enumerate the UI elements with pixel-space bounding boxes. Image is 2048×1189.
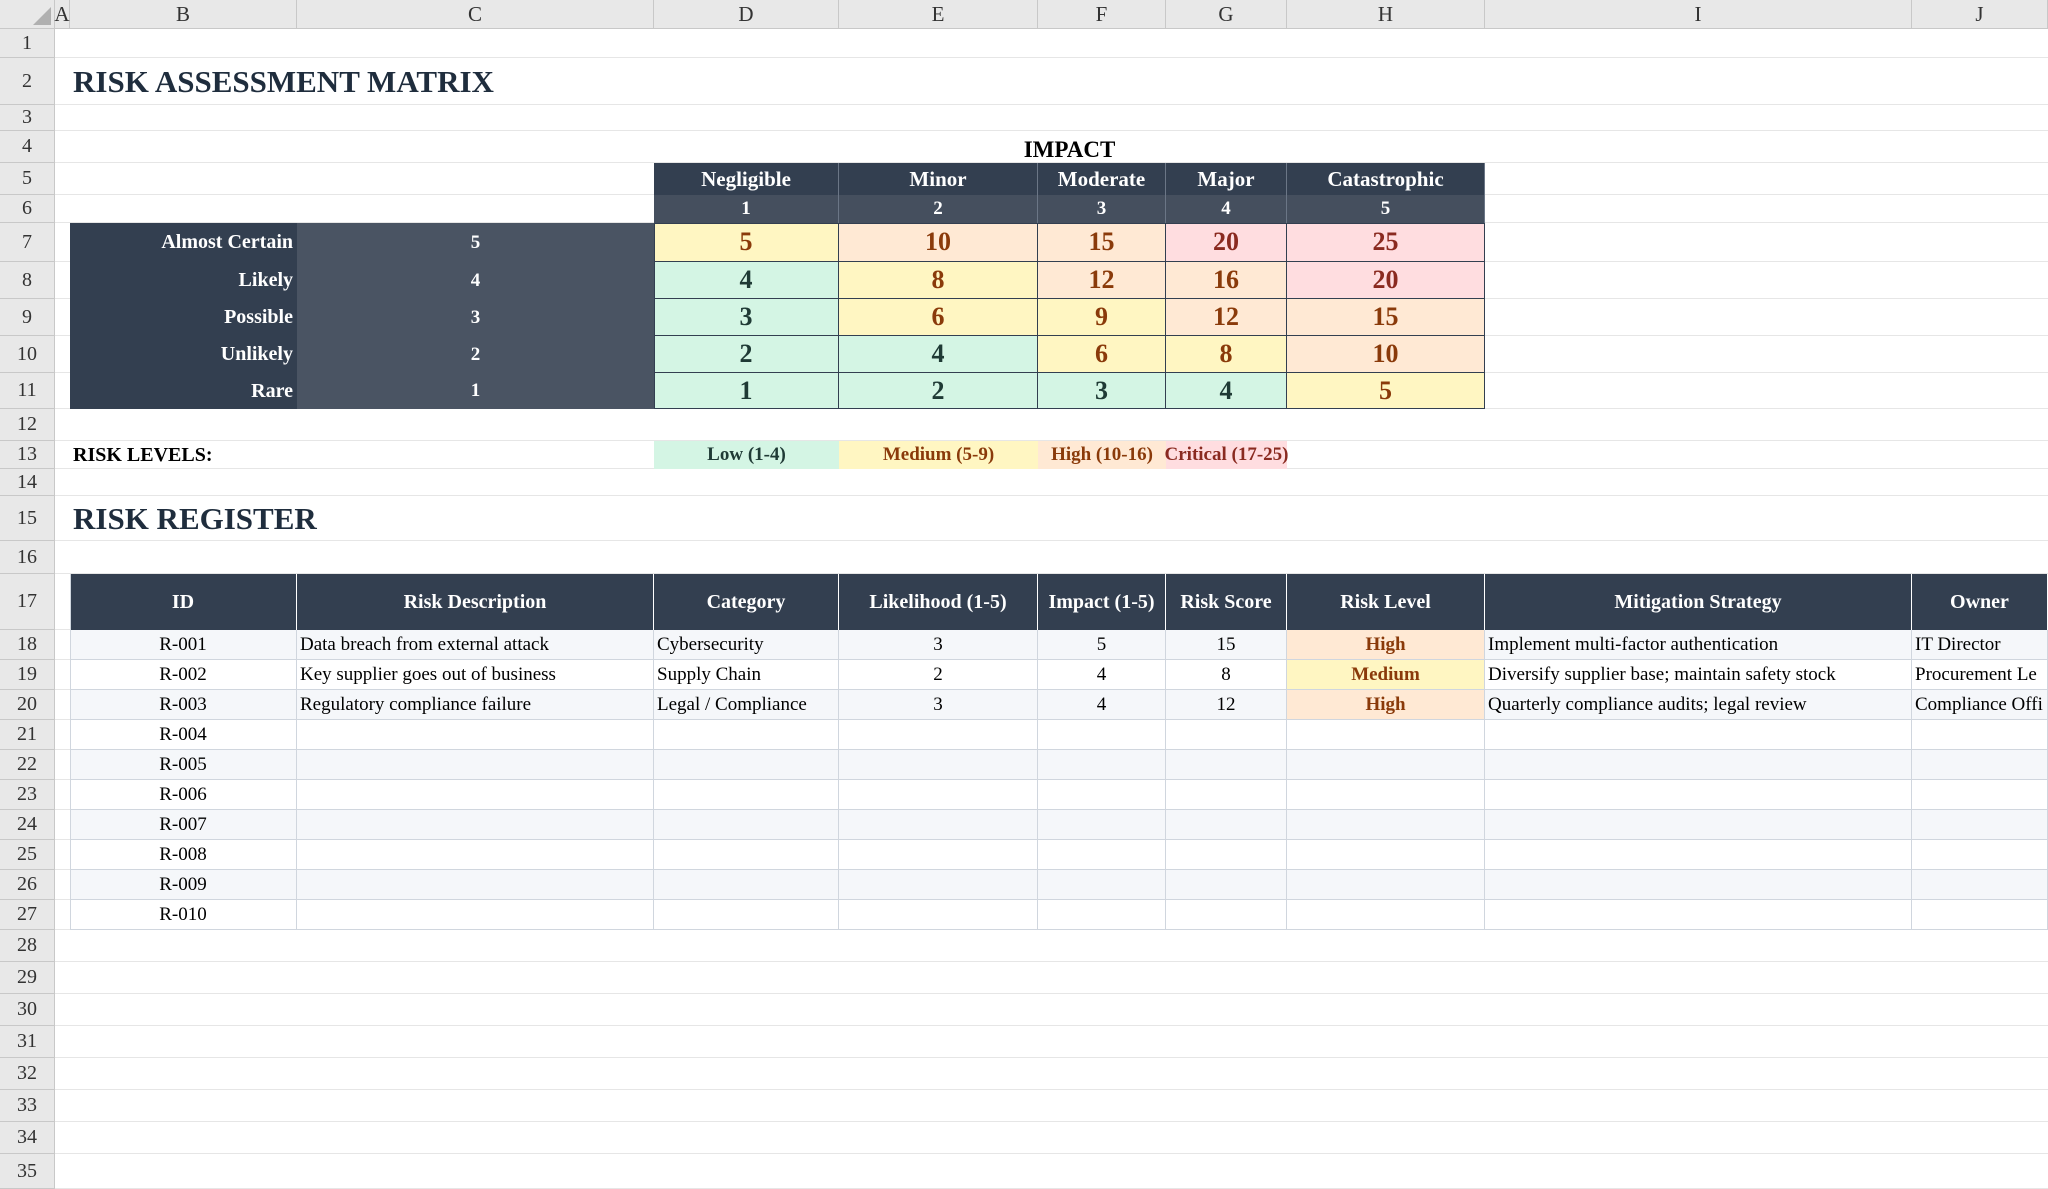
register-header-impact-1-5[interactable]: Impact (1-5) [1038,574,1166,630]
register-cell-mit[interactable] [1485,900,1912,930]
row-header-14[interactable]: 14 [0,469,55,496]
register-cell-score[interactable] [1166,900,1287,930]
register-cell-cat[interactable] [654,900,839,930]
register-header-risk-score[interactable]: Risk Score [1166,574,1287,630]
register-left-border [70,574,71,930]
register-cell-desc[interactable]: Data breach from external attack [297,630,654,660]
legend-critical: Critical (17-25) [1166,441,1287,469]
register-cell-lik[interactable] [839,840,1038,870]
impact-value-4: 4 [1166,195,1287,223]
register-cell-imp[interactable]: 4 [1038,690,1166,720]
register-cell-mit[interactable]: Quarterly compliance audits; legal review [1485,690,1912,720]
grid-row-line [55,1121,2048,1122]
likelihood-value-5: 5 [297,223,654,262]
register-header-risk-level[interactable]: Risk Level [1287,574,1485,630]
register-header-owner[interactable]: Owner [1912,574,2048,630]
register-cell-lik[interactable]: 3 [839,690,1038,720]
register-cell-lik[interactable]: 3 [839,630,1038,660]
register-cell-cat[interactable] [654,810,839,840]
row-header-18[interactable]: 18 [0,630,55,660]
likelihood-value-3: 3 [297,299,654,336]
register-cell-level[interactable] [1287,900,1485,930]
row-header-32[interactable]: 32 [0,1058,55,1090]
register-cell-owner[interactable]: Compliance Offi [1912,690,2048,720]
likelihood-value-2: 2 [297,336,654,373]
legend-medium: Medium (5-9) [839,441,1038,469]
matrix-score-cell[interactable]: 25 [1287,223,1485,262]
register-cell-mit[interactable] [1485,870,1912,900]
matrix-score-cell[interactable]: 12 [1038,262,1166,299]
register-cell-score[interactable] [1166,780,1287,810]
matrix-score-cell[interactable]: 20 [1287,262,1485,299]
register-cell-mit[interactable] [1485,720,1912,750]
row-header-30[interactable]: 30 [0,994,55,1026]
register-cell-score[interactable]: 15 [1166,630,1287,660]
row-header-20[interactable]: 20 [0,690,55,720]
register-cell-mit[interactable] [1485,750,1912,780]
row-header-2[interactable]: 2 [0,58,55,105]
register-cell-desc[interactable] [297,900,654,930]
register-cell-imp[interactable]: 5 [1038,630,1166,660]
register-cell-desc[interactable] [297,750,654,780]
register-cell-level[interactable] [1287,870,1485,900]
register-cell-id[interactable]: R-010 [70,900,297,930]
register-cell-imp[interactable] [1038,900,1166,930]
likelihood-label-almost-certain: Almost Certain [70,223,297,262]
row-header-8[interactable]: 8 [0,262,55,299]
register-cell-cat[interactable] [654,870,839,900]
column-header-a[interactable]: A [55,0,70,29]
column-header-d[interactable]: D [654,0,839,29]
register-cell-level[interactable]: High [1287,690,1485,720]
register-header-likelihood-1-5[interactable]: Likelihood (1-5) [839,574,1038,630]
register-cell-id[interactable]: R-008 [70,840,297,870]
impact-header-minor: Minor [839,163,1038,195]
register-cell-imp[interactable] [1038,840,1166,870]
register-header-mitigation-strategy[interactable]: Mitigation Strategy [1485,574,1912,630]
register-cell-lik[interactable] [839,720,1038,750]
register-cell-imp[interactable] [1038,750,1166,780]
row-header-9[interactable]: 9 [0,299,55,336]
register-cell-id[interactable]: R-007 [70,810,297,840]
register-cell-cat[interactable] [654,720,839,750]
register-cell-cat[interactable] [654,750,839,780]
row-header-25[interactable]: 25 [0,840,55,870]
register-cell-id[interactable]: R-005 [70,750,297,780]
register-cell-score[interactable] [1166,870,1287,900]
register-header-id[interactable]: ID [70,574,297,630]
column-header-j[interactable]: J [1912,0,2048,29]
register-cell-owner[interactable]: IT Director [1912,630,2048,660]
column-header-i[interactable]: I [1485,0,1912,29]
matrix-score-cell[interactable]: 10 [1287,336,1485,373]
grid-row-line [55,961,2048,962]
row-header-34[interactable]: 34 [0,1122,55,1154]
row-header-26[interactable]: 26 [0,870,55,900]
register-cell-id[interactable]: R-009 [70,870,297,900]
register-cell-imp[interactable] [1038,870,1166,900]
register-header-category[interactable]: Category [654,574,839,630]
likelihood-label-possible: Possible [70,299,297,336]
register-cell-imp[interactable]: 4 [1038,660,1166,690]
register-cell-score[interactable]: 8 [1166,660,1287,690]
row-header-21[interactable]: 21 [0,720,55,750]
row-header-29[interactable]: 29 [0,962,55,994]
matrix-score-cell[interactable]: 20 [1166,223,1287,262]
register-cell-mit[interactable] [1485,810,1912,840]
matrix-score-cell[interactable]: 3 [1038,373,1166,409]
matrix-score-cell[interactable]: 8 [839,262,1038,299]
column-header-c[interactable]: C [297,0,654,29]
row-header-27[interactable]: 27 [0,900,55,930]
register-cell-cat[interactable]: Cybersecurity [654,630,839,660]
impact-value-1: 1 [654,195,839,223]
row-header-11[interactable]: 11 [0,373,55,409]
impact-value-5: 5 [1287,195,1485,223]
impact-header-negligible: Negligible [654,163,839,195]
register-cell-desc[interactable]: Key supplier goes out of business [297,660,654,690]
register-cell-lik[interactable] [839,780,1038,810]
register-cell-imp[interactable] [1038,810,1166,840]
impact-value-2: 2 [839,195,1038,223]
impact-value-3: 3 [1038,195,1166,223]
register-cell-cat[interactable] [654,780,839,810]
column-header-e[interactable]: E [839,0,1038,29]
register-cell-owner[interactable] [1912,720,2048,750]
column-header-h[interactable]: H [1287,0,1485,29]
matrix-score-cell[interactable]: 16 [1166,262,1287,299]
register-cell-level[interactable] [1287,750,1485,780]
register-cell-mit[interactable]: Implement multi-factor authentication [1485,630,1912,660]
register-cell-level[interactable] [1287,840,1485,870]
register-cell-owner[interactable] [1912,870,2048,900]
row-header-6[interactable]: 6 [0,195,55,223]
grid-row-line [55,1089,2048,1090]
register-cell-lik[interactable]: 2 [839,660,1038,690]
register-cell-cat[interactable]: Supply Chain [654,660,839,690]
register-cell-cat[interactable] [654,840,839,870]
likelihood-label-likely: Likely [70,262,297,299]
column-header-f[interactable]: F [1038,0,1166,29]
register-cell-imp[interactable] [1038,720,1166,750]
register-cell-level[interactable] [1287,720,1485,750]
row-header-23[interactable]: 23 [0,780,55,810]
row-header-22[interactable]: 22 [0,750,55,780]
register-cell-mit[interactable]: Diversify supplier base; maintain safety stock [1485,660,1912,690]
row-header-35[interactable]: 35 [0,1154,55,1189]
matrix-score-cell[interactable]: 2 [839,373,1038,409]
register-cell-lik[interactable] [839,870,1038,900]
register-cell-score[interactable] [1166,810,1287,840]
register-cell-id[interactable]: R-003 [70,690,297,720]
register-cell-score[interactable]: 12 [1166,690,1287,720]
row-header-31[interactable]: 31 [0,1026,55,1058]
matrix-title: RISK ASSESSMENT MATRIX [73,63,494,99]
register-cell-id[interactable]: R-004 [70,720,297,750]
grid-row-line [55,993,2048,994]
register-cell-level[interactable] [1287,810,1485,840]
register-cell-owner[interactable] [1912,840,2048,870]
matrix-score-cell[interactable]: 6 [1038,336,1166,373]
matrix-score-cell[interactable]: 4 [1166,373,1287,409]
grid-row-line [55,1153,2048,1154]
register-cell-lik[interactable] [839,750,1038,780]
matrix-score-cell[interactable]: 5 [654,223,839,262]
register-cell-score[interactable] [1166,720,1287,750]
row-header-7[interactable]: 7 [0,223,55,262]
matrix-score-cell[interactable]: 12 [1166,299,1287,336]
register-title: RISK REGISTER [73,500,317,536]
matrix-score-cell[interactable]: 3 [654,299,839,336]
column-header-g[interactable]: G [1166,0,1287,29]
register-cell-owner[interactable] [1912,750,2048,780]
risk-levels-label: RISK LEVELS: [73,443,213,466]
matrix-score-cell[interactable]: 15 [1038,223,1166,262]
legend-high: High (10-16) [1038,441,1166,469]
matrix-score-cell[interactable]: 2 [654,336,839,373]
register-cell-level[interactable]: Medium [1287,660,1485,690]
register-cell-lik[interactable] [839,900,1038,930]
row-header-12[interactable]: 12 [0,409,55,441]
register-cell-desc[interactable] [297,780,654,810]
register-cell-cat[interactable]: Legal / Compliance [654,690,839,720]
likelihood-label-unlikely: Unlikely [70,336,297,373]
row-header-28[interactable]: 28 [0,930,55,962]
register-cell-lik[interactable] [839,810,1038,840]
register-cell-imp[interactable] [1038,780,1166,810]
likelihood-value-1: 1 [297,373,654,409]
corner-triangle-icon [33,7,51,25]
matrix-score-cell[interactable]: 1 [654,373,839,409]
register-cell-id[interactable]: R-006 [70,780,297,810]
likelihood-value-4: 4 [297,262,654,299]
matrix-score-cell[interactable]: 5 [1287,373,1485,409]
impact-header-catastrophic: Catastrophic [1287,163,1485,195]
register-cell-desc[interactable]: Regulatory compliance failure [297,690,654,720]
row-header-17[interactable]: 17 [0,574,55,630]
register-cell-mit[interactable] [1485,780,1912,810]
register-cell-level[interactable] [1287,780,1485,810]
matrix-score-cell[interactable]: 4 [839,336,1038,373]
row-header-33[interactable]: 33 [0,1090,55,1122]
register-cell-id[interactable]: R-002 [70,660,297,690]
register-cell-level[interactable]: High [1287,630,1485,660]
row-header-19[interactable]: 19 [0,660,55,690]
matrix-score-cell[interactable]: 10 [839,223,1038,262]
row-header-15[interactable]: 15 [0,496,55,541]
likelihood-label-rare: Rare [70,373,297,409]
column-header-b[interactable]: B [70,0,297,29]
row-header-10[interactable]: 10 [0,336,55,373]
register-cell-desc[interactable] [297,870,654,900]
matrix-score-cell[interactable]: 9 [1038,299,1166,336]
row-header-3[interactable]: 3 [0,105,55,131]
grid-row-line [55,1025,2048,1026]
matrix-score-cell[interactable]: 4 [654,262,839,299]
row-header-5[interactable]: 5 [0,163,55,195]
impact-axis-label: IMPACT [1023,137,1116,162]
matrix-score-cell[interactable]: 6 [839,299,1038,336]
matrix-score-cell[interactable]: 15 [1287,299,1485,336]
row-header-24[interactable]: 24 [0,810,55,840]
register-cell-score[interactable] [1166,750,1287,780]
matrix-score-cell[interactable]: 8 [1166,336,1287,373]
register-cell-id[interactable]: R-001 [70,630,297,660]
impact-header-major: Major [1166,163,1287,195]
grid-row-line [55,1057,2048,1058]
row-header-1[interactable]: 1 [0,29,55,58]
register-cell-score[interactable] [1166,840,1287,870]
register-cell-owner[interactable] [1912,780,2048,810]
register-cell-owner[interactable] [1912,810,2048,840]
row-header-4[interactable]: 4 [0,131,55,163]
register-cell-owner[interactable] [1912,900,2048,930]
register-header-risk-description[interactable]: Risk Description [297,574,654,630]
row-header-13[interactable]: 13 [0,441,55,469]
impact-header-moderate: Moderate [1038,163,1166,195]
register-cell-desc[interactable] [297,810,654,840]
register-cell-desc[interactable] [297,840,654,870]
register-cell-mit[interactable] [1485,840,1912,870]
register-cell-desc[interactable] [297,720,654,750]
row-header-16[interactable]: 16 [0,541,55,574]
register-cell-owner[interactable]: Procurement Le [1912,660,2048,690]
select-all-corner[interactable] [0,0,55,29]
legend-low: Low (1-4) [654,441,839,469]
